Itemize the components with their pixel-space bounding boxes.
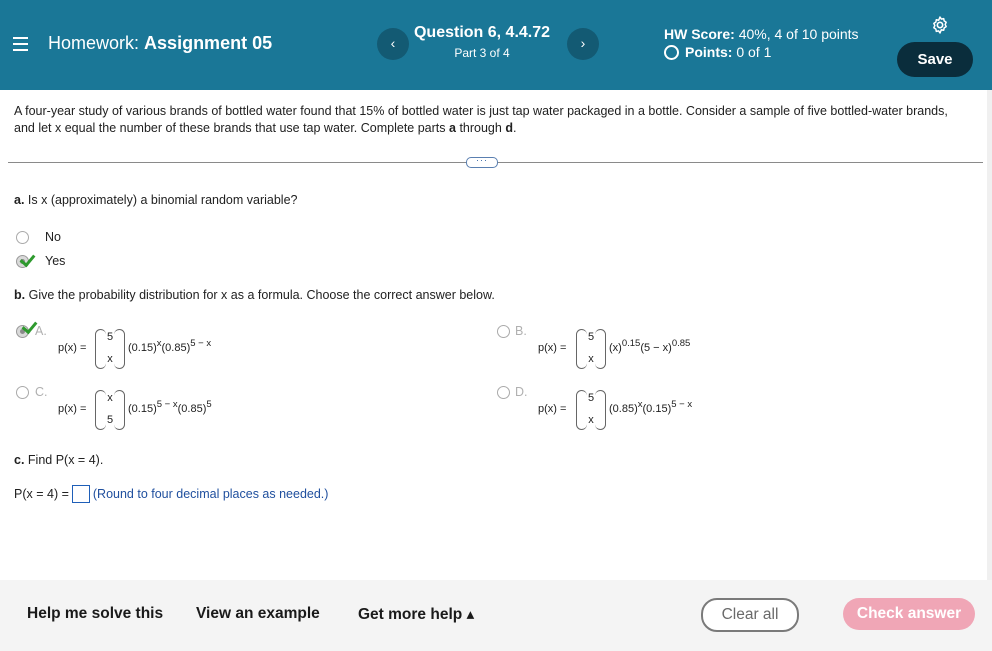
option-c-expression: (0.15)5 − x(0.85)5: [128, 399, 212, 415]
binom-bottom: 5: [106, 414, 114, 426]
option-a-expression: (0.15)x(0.85)5 − x: [128, 338, 212, 354]
expand-handle-icon[interactable]: ···: [466, 157, 498, 168]
part-d-ref: d: [505, 121, 513, 135]
binom-top: 5: [587, 331, 595, 343]
binom-top: 5: [106, 331, 114, 343]
scrollbar[interactable]: [987, 90, 992, 640]
hw-score-value: 40%, 4 of 10 points: [738, 26, 859, 42]
clear-all-button[interactable]: Clear all: [701, 598, 799, 632]
option-c-px: p(x) =: [58, 403, 87, 415]
part-c-text: Find P(x = 4).: [27, 453, 104, 467]
part-b-question: [14, 288, 495, 302]
part-a-question: [14, 193, 297, 207]
previous-question-button[interactable]: ‹: [377, 28, 409, 60]
right-paren: [114, 329, 125, 369]
binom-bottom: x: [588, 353, 594, 365]
menu-icon[interactable]: [13, 37, 28, 51]
part-c-letter: c.: [14, 453, 25, 467]
get-more-help-button[interactable]: Get more help ▴: [358, 606, 475, 623]
problem-text-through: through: [459, 121, 502, 135]
answer-input[interactable]: [72, 485, 90, 503]
problem-text-end: .: [512, 121, 517, 135]
part-b-text: Give the probability distribution for x as a formula. Choose the correct answer below.: [28, 288, 495, 302]
part-c-question: [14, 453, 103, 467]
assignment-prefix: Homework:: [48, 33, 140, 53]
problem-text: A four-year study of various brands of bottled water found that 15% of bottled water is just tap water packaged in a bottle. Consider a sample of five bottled-water brands, and let x equal the number of these brands that use tap water. Complete parts: [14, 104, 948, 135]
option-c-letter: C.: [35, 385, 48, 399]
view-example-button[interactable]: View an example: [196, 605, 320, 622]
question-title: Question 6, 4.4.72: [413, 24, 551, 41]
binom-top: x: [107, 392, 113, 404]
option-a-px: p(x) =: [58, 342, 87, 354]
option-a-letter: A.: [35, 324, 47, 338]
option-no-label: No: [45, 230, 61, 244]
points-circle-icon: [664, 45, 679, 60]
hw-score-label: HW Score:: [664, 26, 735, 42]
header-bar: [0, 0, 992, 90]
assignment-name: Assignment 05: [144, 33, 273, 53]
next-question-button[interactable]: ›: [567, 28, 599, 60]
points: [664, 44, 771, 60]
hw-score: [664, 26, 859, 42]
settings-gear-icon[interactable]: [930, 15, 950, 35]
help-me-solve-button[interactable]: Help me solve this: [27, 605, 164, 622]
part-a-ref: a: [449, 121, 456, 135]
radio-no[interactable]: [16, 231, 29, 244]
option-b-letter: B.: [515, 324, 527, 338]
question-part: Part 3 of 4: [454, 46, 510, 60]
binom-bottom: x: [107, 353, 113, 365]
points-label: Points:: [685, 44, 733, 60]
radio-b[interactable]: [497, 325, 510, 338]
right-paren: [114, 390, 125, 430]
part-b-letter: b.: [14, 288, 26, 302]
part-a-letter: a.: [14, 193, 25, 207]
rounding-note: (Round to four decimal places as needed.): [92, 487, 329, 501]
check-answer-button[interactable]: Check answer: [843, 598, 975, 630]
option-yes-label: Yes: [45, 254, 66, 268]
right-paren: [595, 329, 606, 369]
problem-statement: [14, 103, 954, 137]
option-b-px: p(x) =: [538, 342, 567, 354]
points-value: 0 of 1: [736, 44, 772, 60]
binom-top: 5: [587, 392, 595, 404]
radio-c[interactable]: [16, 386, 29, 399]
right-paren: [595, 390, 606, 430]
option-b-expression: (x)0.15(5 − x)0.85: [609, 338, 691, 354]
option-d-expression: (0.85)x(0.15)5 − x: [609, 399, 693, 415]
part-c-answer-row: [14, 485, 328, 503]
radio-d[interactable]: [497, 386, 510, 399]
binom-bottom: x: [588, 414, 594, 426]
part-a-text: Is x (approximately) a binomial random variable?: [27, 193, 298, 207]
option-d-letter: D.: [515, 385, 528, 399]
save-button[interactable]: Save: [897, 42, 973, 77]
assignment-title: [48, 33, 272, 54]
answer-prefix: P(x = 4) =: [14, 487, 69, 501]
option-d-px: p(x) =: [538, 403, 567, 415]
